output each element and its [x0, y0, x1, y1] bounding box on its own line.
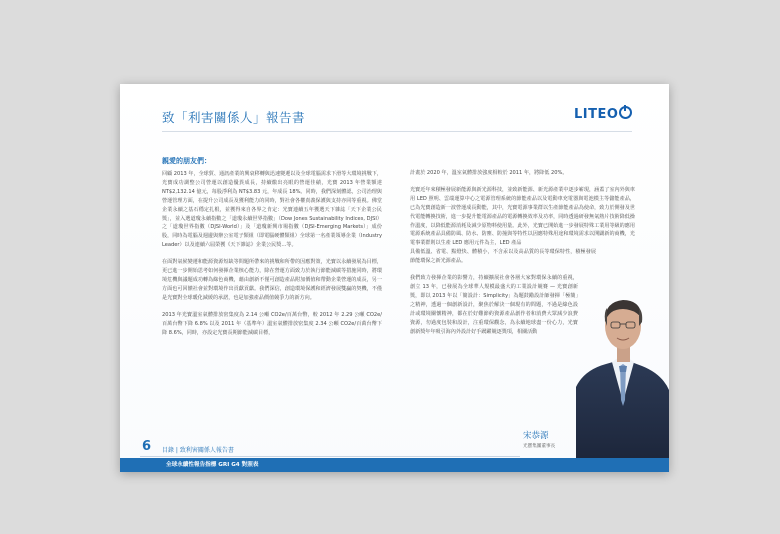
signature-title: 光寶集團董事長	[523, 444, 556, 449]
letter-paragraph: 回顧 2013 年，全球貿、通訊產業的興衰移轉與迅速變遷以及全球電腦需求下滑等大環境挑戰下，光寶成功調整公司營運以創造優異成長，持續繳出亮眼的營運佳績，光寶 2013 年營業額達 NT$2,132.14 億元，每股淨利為 NT$3.83 元，年成長 18%。同時，我們深刻體認，公司治理與營運管理方面，在提升公司成長及獲利能力的同時，對社會各權責義保護與支持亦同等重視。佛堂企業永續之基石穩定扎根，並獲得來自各界之肯定：光寶連續五年獲選天下雜誌「天下企業公民獎」，並入選道瓊永續指數之「道瓊永續世界指數」（Dow Jones Sustainability Indices, DJSI）之「道瓊世界指數（DJSI-World）」及「道瓊新興市場指數（DJSI-Emerging Markets）」成份股，同時為電腦及週邊與辦公室電子類組（即電腦硬體類組）全球第一名產業領導企業（Industry Leader）以及連續六屆榮獲《天下雜誌》企業公民獎…等。	[162, 171, 382, 249]
footer-divider	[140, 456, 520, 457]
letter-paragraph: 2013 年光寶溫室氣體排放密集度為 2.14 公噸 CO2e/百萬台幣，較 2012 年 2.29 公噸 CO2e/百萬台幣下降 6.8% 以及 2011 年（基準年）溫室氣體排放密集度 2.34 公噸 CO2e/百萬台幣下降 8.6%，同時，亦設定光寶長期節能減碳目標，	[162, 311, 382, 336]
footer-navigation-link[interactable]: 目錄 | 致利害關係人報告書	[162, 447, 234, 454]
letter-column-left	[162, 170, 382, 345]
letter-paragraph: 光寶近年來積極發展新能源與新光源科技，並致新能源、新光源產業中逐步嶄現，涵蓋了室內外與車用 LED 照明、雲端運算中心之電源管理系統的節能產品以及電動車充電器與電池模主等儲能產品，已為光寶創造新一波營運成長動能，其中，光寶電源事業群以生產節能產品為使命，致力於開發及世代電能轉換技術，進一步提升能電源產品的電源轉換效率及功率，同時透過研發無氣熱片技術降低操作溫度，以降低能源消耗及減少原物料使用量。此外，光寶已開始進一步發展特殊工業用等級的應用電源系統產品具備防風、防水、防塵、防撞與等特性以因應特殊用途和環境需求以開闢新的商機，光電事業群則以生產 LED 應用元件為主，LED 產品	[410, 186, 635, 247]
logo-ring-icon	[619, 106, 632, 119]
greeting-heading: 親愛的朋友們：	[162, 157, 211, 165]
header-divider	[162, 131, 632, 132]
letter-paragraph: 在面對氣候變遷和能源資源短缺等問題所帶來的挑戰和所帶的因應對策，光寶以永續發展為目標，更已進一步開始思考如何發揮企業核心能力，除在營運方面致力於執行節能減碳等措施同時，將環境危機與議題成功轉為綠色商機，藉由創新不僅可創造產品附加價值和帶動企業營運的成長，另一方面也可回饋社會並對環境作出貢獻貢獻。我們深信，創造環境保護和經濟發展雙贏的契機，不僅是光寶對全球暖化減緩的承諾，也是加強產品價值競爭力的新方向。	[162, 259, 382, 301]
page-number: 6	[142, 439, 152, 454]
letter-paragraph: 計畫於 2020 年，溫室氣體排放強度相較於 2011 年，將降低 20%。	[410, 170, 568, 176]
report-page	[120, 84, 669, 472]
chairman-portrait	[576, 282, 669, 472]
gri-index-link[interactable]: 全球永續性報告指標 GRI G4 對照表	[166, 462, 259, 468]
letter-paragraph: 我們致力發揮企業的影響力，持續擴展社會各層大家對環保永續的重視，創立 13 年，已發展為全球華人規模最盛大的工業設計競賽 — 光寶創新獎，即以 2013 年以「簡設計：Simplicity」為題鼓勵設計師發揮「極簡」之精神，透過一個創新設計，聚焦於解決一個現有的問題，不過是綠色設計或環境關懷精神，都在於好難節約資源產品創作者和消費大眾減少浪費資源，勿過度包裝和設計，注重環保觀念，為永續地球盡一份心力，光寶創新獎年年吸引海內外設計好手踴躍競逐獎項，相關活動	[410, 275, 578, 335]
page-title: 致「利害關係人」報告書	[162, 110, 306, 125]
liteon-logo: LITEO	[574, 106, 632, 122]
signature-name: 宋恭源	[523, 431, 549, 441]
letter-paragraph: 具備低溫、省電、點燈快、體積小，不含汞以及高品質的長等環保特性，積極發展節能環保之新光源產品。	[410, 249, 596, 265]
